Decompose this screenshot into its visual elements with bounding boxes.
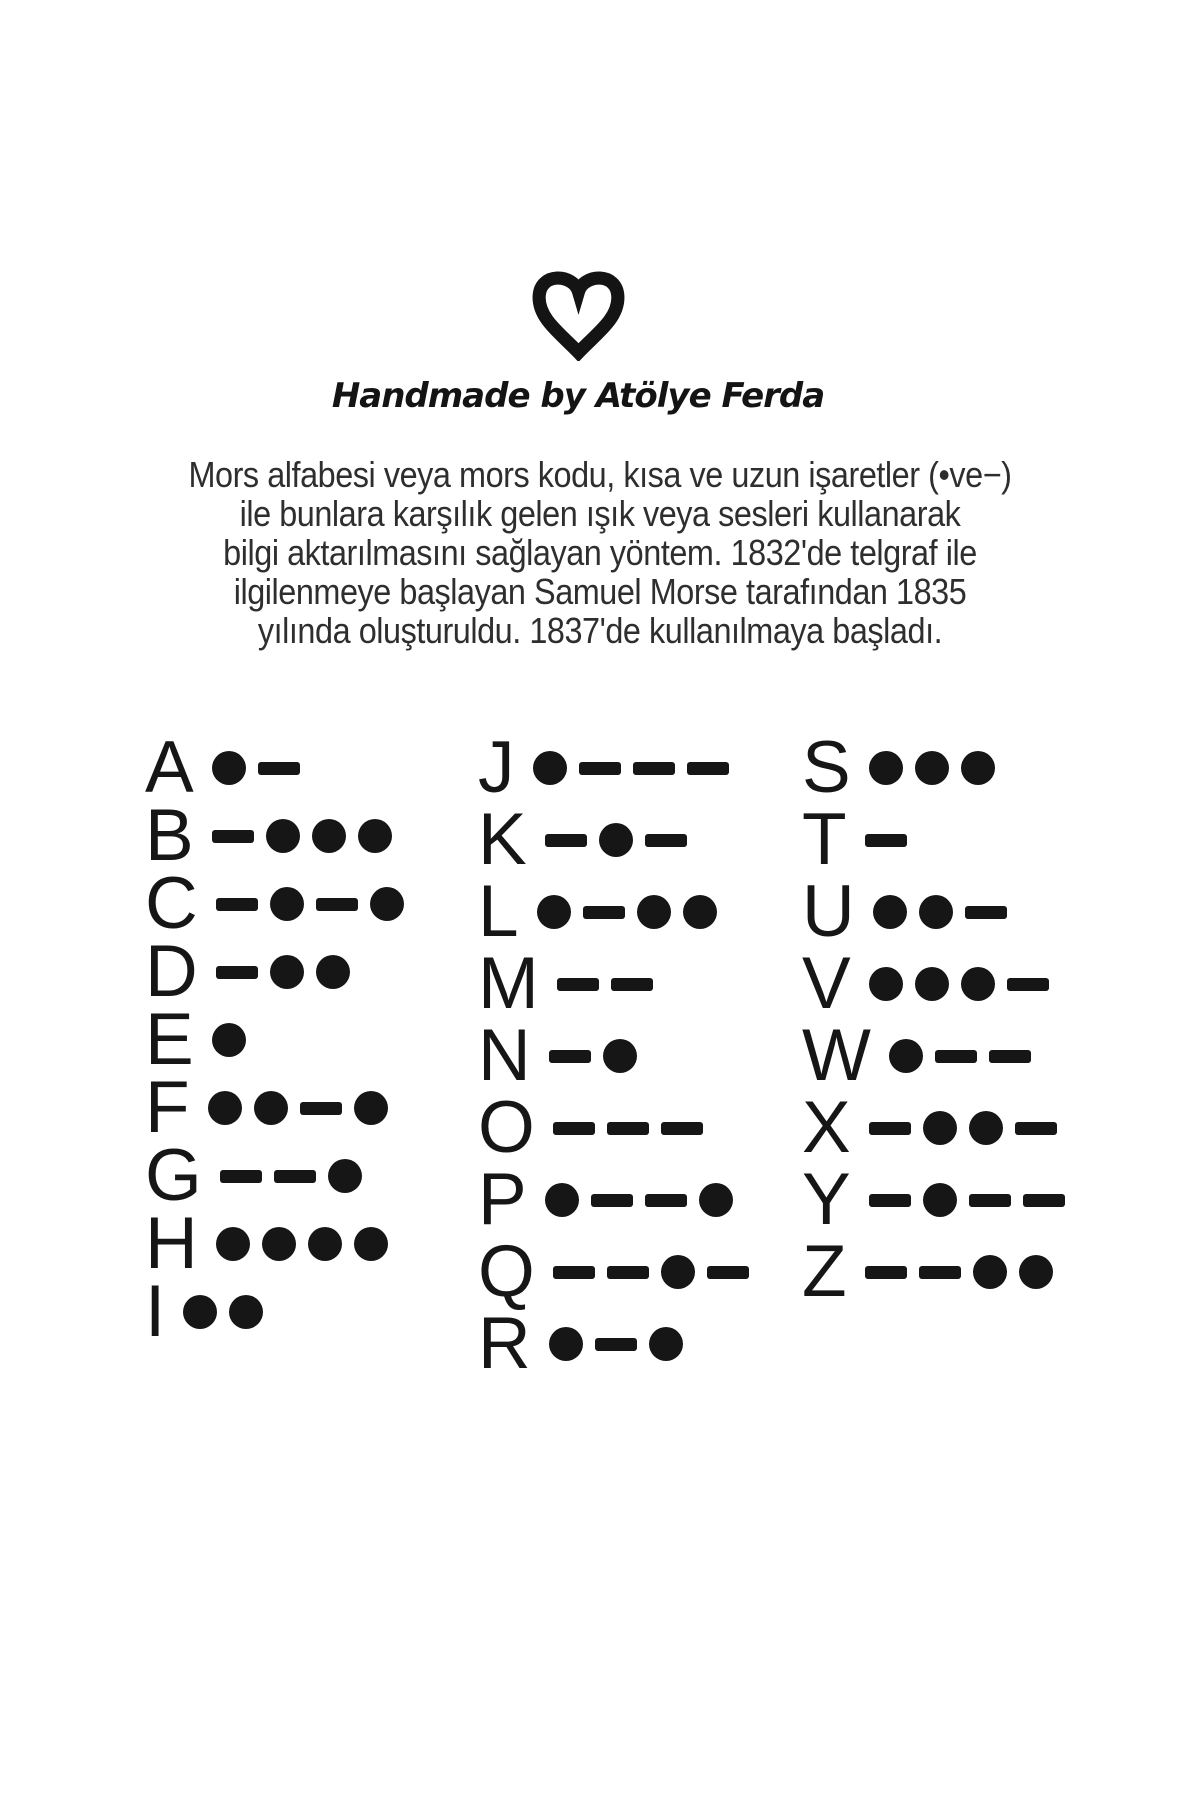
morse-code [869,751,995,785]
dash-symbol [865,834,907,847]
morse-row-E [145,999,478,1080]
morse-row-U [802,871,1065,952]
dash-symbol [216,966,258,979]
morse-letter: Z [802,1231,847,1312]
dash-symbol [607,1122,649,1135]
dash-symbol [553,1266,595,1279]
dot-symbol [216,1227,250,1261]
morse-row-G [145,1135,478,1216]
intro-line: Mors alfabesi veya mors kodu, kısa ve uzun işaretler (•ve−) [188,454,1012,495]
morse-letter: K [478,799,527,880]
dot-symbol [212,751,246,785]
dash-symbol [645,834,687,847]
dash-symbol [611,978,653,991]
dot-symbol [262,1227,296,1261]
dash-symbol [545,834,587,847]
dash-symbol [316,898,358,911]
morse-letter: V [802,943,851,1024]
morse-column-3 [802,727,1065,1316]
morse-letter: G [145,1135,202,1216]
morse-letter: F [145,1067,190,1148]
morse-row-D [145,931,478,1012]
dot-symbol [270,887,304,921]
dot-symbol [212,1023,246,1057]
morse-row-O [478,1087,802,1168]
dot-symbol [973,1255,1007,1289]
morse-row-F [145,1067,478,1148]
dot-symbol [549,1327,583,1361]
morse-row-V [802,943,1065,1024]
intro-line: ilgilenmeye başlayan Samuel Morse tarafından 1835 [233,571,967,612]
morse-code [216,955,350,989]
dot-symbol [649,1327,683,1361]
dash-symbol [919,1266,961,1279]
morse-code [865,834,907,847]
morse-letter: P [478,1159,527,1240]
dash-symbol [965,906,1007,919]
morse-row-I [145,1271,478,1352]
morse-code [557,978,653,991]
dot-symbol [358,819,392,853]
morse-code [216,1227,388,1261]
dot-symbol [969,1111,1003,1145]
header [0,260,1178,416]
morse-letter: W [802,1015,871,1096]
dot-symbol [328,1159,362,1193]
dash-symbol [869,1194,911,1207]
dot-symbol [533,751,567,785]
dot-symbol [270,955,304,989]
morse-letter: H [145,1203,198,1284]
dash-symbol [661,1122,703,1135]
dash-symbol [300,1102,342,1115]
morse-code [208,1091,388,1125]
morse-code [869,967,1049,1001]
morse-letter: X [802,1087,851,1168]
morse-row-H [145,1203,478,1284]
dot-symbol [183,1295,217,1329]
dot-symbol [699,1183,733,1217]
dash-symbol [274,1170,316,1183]
dash-symbol [989,1050,1031,1063]
dash-symbol [1015,1122,1057,1135]
dash-symbol [591,1194,633,1207]
morse-code [537,895,717,929]
morse-code [873,895,1007,929]
dot-symbol [661,1255,695,1289]
morse-code [549,1039,637,1073]
dash-symbol [212,830,254,843]
morse-row-C [145,863,478,944]
morse-code [545,823,687,857]
dash-symbol [579,762,621,775]
dot-symbol [603,1039,637,1073]
intro-paragraph [60,455,1140,650]
dot-symbol [370,887,404,921]
dot-symbol [919,895,953,929]
dash-symbol [607,1266,649,1279]
morse-row-R [478,1303,802,1384]
morse-letter: T [802,799,847,880]
morse-row-B [145,795,478,876]
morse-code [220,1159,362,1193]
dot-symbol [229,1295,263,1329]
dash-symbol [633,762,675,775]
dash-symbol [1023,1194,1065,1207]
morse-letter: Q [478,1231,535,1312]
morse-letter: J [478,727,515,808]
dash-symbol [220,1170,262,1183]
dot-symbol [316,955,350,989]
dot-symbol [1019,1255,1053,1289]
dash-symbol [595,1338,637,1351]
morse-code [545,1183,733,1217]
morse-row-A [145,727,478,808]
dot-symbol [354,1227,388,1261]
morse-column-2 [478,727,802,1388]
dash-symbol [1007,978,1049,991]
morse-letter: R [478,1303,531,1384]
morse-row-M [478,943,802,1024]
dot-symbol [869,967,903,1001]
morse-row-T [802,799,1065,880]
dot-symbol [545,1183,579,1217]
dot-symbol [312,819,346,853]
morse-column-1 [145,727,478,1352]
morse-row-Z [802,1231,1065,1312]
morse-row-X [802,1087,1065,1168]
dash-symbol [557,978,599,991]
morse-code [212,819,392,853]
dash-symbol [687,762,729,775]
morse-row-J [478,727,802,808]
morse-row-W [802,1015,1065,1096]
morse-code [865,1255,1053,1289]
dot-symbol [208,1091,242,1125]
morse-row-Y [802,1159,1065,1240]
dot-symbol [923,1183,957,1217]
dot-symbol [915,751,949,785]
dash-symbol [645,1194,687,1207]
morse-letter: C [145,863,198,944]
dot-symbol [683,895,717,929]
morse-letter: E [145,999,194,1080]
morse-code [553,1122,703,1135]
morse-letter: D [145,931,198,1012]
intro-line: bilgi aktarılmasını sağlayan yöntem. 1832'de telgraf ile [223,532,977,573]
morse-letter: A [145,727,194,808]
morse-code [869,1183,1065,1217]
dot-symbol [599,823,633,857]
morse-letter: Y [802,1159,851,1240]
dash-symbol [549,1050,591,1063]
morse-code [183,1295,263,1329]
morse-letter: U [802,871,855,952]
dot-symbol [354,1091,388,1125]
intro-line: yılında oluşturuldu. 1837'de kullanılmaya başladı. [257,610,943,651]
morse-row-Q [478,1231,802,1312]
dot-symbol [308,1227,342,1261]
dot-symbol [961,967,995,1001]
morse-code [216,887,404,921]
morse-row-N [478,1015,802,1096]
morse-code [549,1327,683,1361]
morse-letter: I [145,1271,166,1352]
morse-code [869,1111,1057,1145]
dot-symbol [537,895,571,929]
morse-table [145,727,1065,1388]
morse-letter: L [478,871,519,952]
dash-symbol [583,906,625,919]
morse-row-L [478,871,802,952]
dash-symbol [707,1266,749,1279]
byline: Handmade by Atölye Ferda [331,376,825,416]
dot-symbol [266,819,300,853]
morse-code [212,751,300,785]
dash-symbol [216,898,258,911]
morse-code [212,1023,246,1057]
dot-symbol [637,895,671,929]
dot-symbol [873,895,907,929]
morse-letter: N [478,1015,531,1096]
dot-symbol [889,1039,923,1073]
morse-code [533,751,729,785]
morse-letter: M [478,943,539,1024]
dash-symbol [258,762,300,775]
dash-symbol [865,1266,907,1279]
morse-row-S [802,727,1065,808]
morse-letter: S [802,727,851,808]
morse-row-K [478,799,802,880]
morse-letter: O [478,1087,535,1168]
dash-symbol [969,1194,1011,1207]
morse-code [553,1255,749,1289]
morse-letter: B [145,795,194,876]
morse-row-P [478,1159,802,1240]
dash-symbol [869,1122,911,1135]
dot-symbol [961,751,995,785]
dot-symbol [923,1111,957,1145]
dot-symbol [915,967,949,1001]
dash-symbol [935,1050,977,1063]
morse-code [889,1039,1031,1073]
heart-icon [526,260,631,361]
dot-symbol [254,1091,288,1125]
dash-symbol [553,1122,595,1135]
heart-icon-path [539,278,618,352]
dot-symbol [869,751,903,785]
intro-line: ile bunlara karşılık gelen ışık veya sesleri kullanarak [239,493,961,534]
